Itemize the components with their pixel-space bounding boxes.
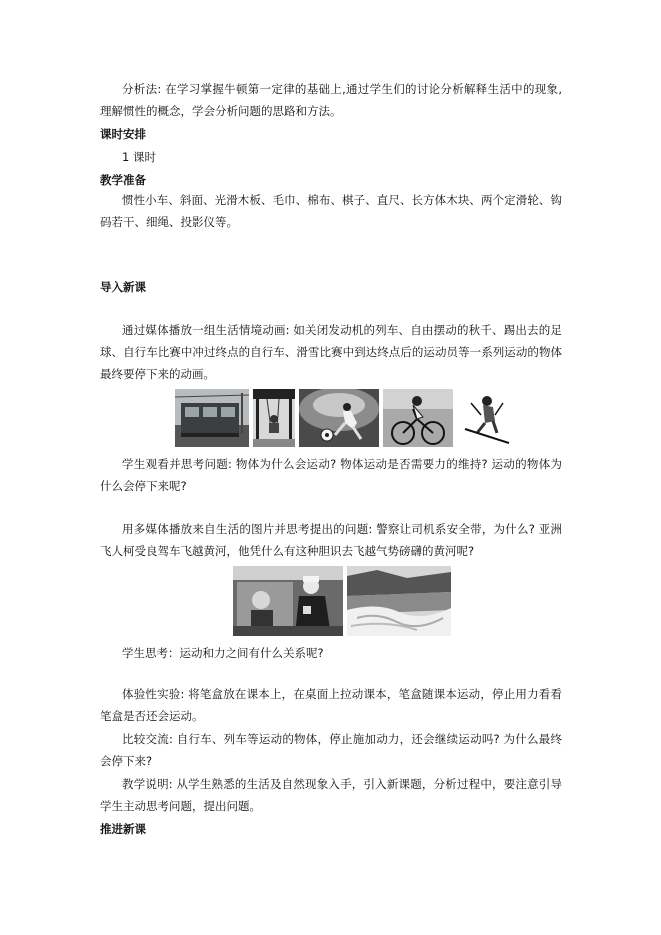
experiment-paragraph: 体验性实验: 将笔盒放在课本上，在桌面上拉动课本，笔盒随课本运动，停止用力看看笔盒是否还会运动。 <box>100 687 562 723</box>
advance-heading: 推进新课 <box>100 822 146 836</box>
intro-heading: 导入新课 <box>100 280 146 294</box>
question-paragraph-1: 学生观看并思考问题: 物体为什么会运动? 物体运动是否需要力的维持? 运动的物体为什么会停下来呢? <box>100 457 562 493</box>
compare-paragraph: 比较交流: 自行车、列车等运动的物体，停止施加动力，还会继续运动吗? 为什么最终会停下来? <box>100 732 562 768</box>
prep-heading: 教学准备 <box>100 173 146 187</box>
teaching-note-paragraph: 教学说明: 从学生熟悉的生活及自然现象入手，引入新课题，分析过程中，要注意引导学生主动思考问题，提出问题。 <box>100 777 562 813</box>
soccer-photo <box>299 389 379 447</box>
analysis-paragraph: 分析法: 在学习掌握牛顿第一定律的基础上,通过学生们的讨论分析解释生活中的现象,理解惯性的概念，学会分析问题的思路和方法。 <box>100 82 562 118</box>
swing-photo <box>253 389 295 447</box>
prep-paragraph: 惯性小车、斜面、光滑木板、毛巾、棉布、棋子、直尺、长方体木块、两个定滑轮、钩码若干、细绳、投影仪等。 <box>100 193 562 229</box>
schedule-value: 1 课时 <box>122 150 156 164</box>
media-paragraph: 通过媒体播放一组生活情境动画: 如关闭发动机的列车、自由摆动的秋千、踢出去的足球、自行车比赛中冲过终点的自行车、滑雪比赛中到达终点后的运动员等一系列运动的物体最终要停下来的动画。 <box>100 323 562 381</box>
cyclist-photo <box>383 389 453 447</box>
police-driver-photo <box>233 566 343 636</box>
skier-photo <box>457 389 513 447</box>
question-paragraph-2: 学生思考：运动和力之间有什么关系呢? <box>122 646 324 660</box>
media-paragraph-2: 用多媒体播放来自生活的图片并思考提出的问题: 警察让司机系安全带，为什么? 亚洲飞人柯受良驾车飞越黄河，他凭什么有这种胆识去飞越气势磅礴的黄河呢? <box>100 522 562 558</box>
schedule-heading: 课时安排 <box>100 127 146 141</box>
yellow-river-photo <box>347 566 451 636</box>
train-photo <box>175 389 249 447</box>
